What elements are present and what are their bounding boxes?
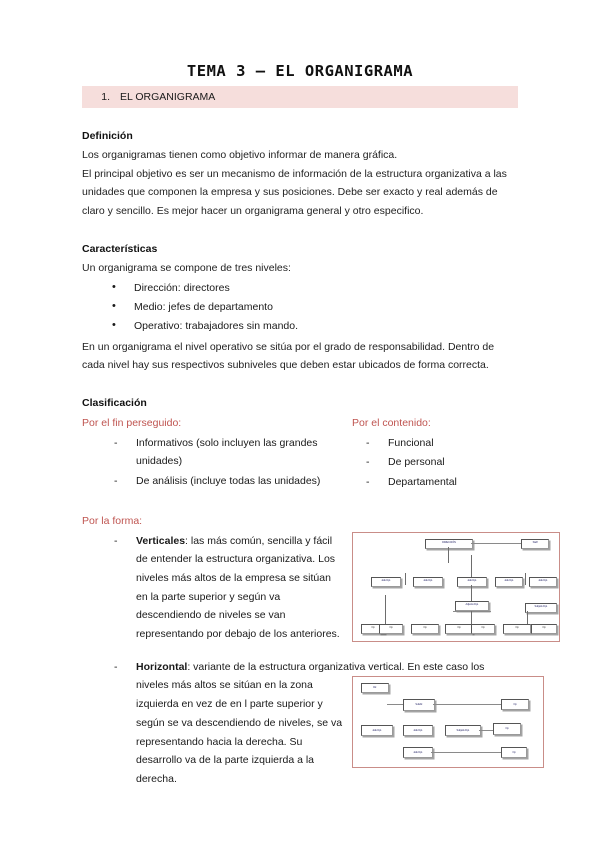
- list-item: - Funcional: [364, 434, 518, 453]
- node-direccion: DIRECCIÓN: [425, 539, 473, 549]
- connector-jefe-sep-1: [405, 573, 406, 585]
- node-adjunto: Adjunto Dpt.: [455, 601, 489, 611]
- organigrama-vertical-figure: [352, 532, 560, 642]
- verticales-term: Verticales: [136, 534, 186, 547]
- horizontal-figure-wrap: [344, 676, 544, 768]
- section-label: EL ORGANIGRAMA: [120, 91, 216, 103]
- node-jefe-3: Jefe Dpt.: [457, 577, 487, 587]
- node-subjefe: Subjefe Dpt.: [525, 603, 557, 613]
- document-content: [0, 130, 600, 789]
- heading-definicion: Definición: [82, 130, 133, 142]
- node-op-5: Op: [471, 624, 495, 634]
- horizontal-lead-text: : variante de la estructura organizativa vertical. En este caso los: [187, 660, 485, 673]
- node-h-dir: Dir.: [361, 683, 389, 693]
- verticales-paragraph: [82, 532, 344, 644]
- verticales-figure-wrap: [344, 532, 560, 642]
- list-item: • Medio: jefes de departamento: [112, 298, 518, 317]
- list-item: - De personal: [364, 453, 518, 472]
- contenido-list: [352, 434, 518, 492]
- node-h-jefe-1: Jefe Dpt.: [361, 725, 393, 736]
- list-item: • Operativo: trabajadores sin mando.: [112, 317, 518, 336]
- connector-direccion-staff: [471, 543, 521, 544]
- node-op-1: Op: [361, 624, 385, 634]
- horizontal-block: [82, 658, 518, 789]
- definicion-line-1: Los organigramas tienen como objetivo informar de manera gráfica.: [82, 149, 398, 161]
- horizontal-body-text: niveles más altos se sitúan en la zona izquierda en vez de en l parte superior y según se va descendiendo de niveles, se va representando hacia la derecha. Su desarrollo va de la parte izquierda a la derecha.: [136, 679, 343, 785]
- node-h-jefe-3: Jefe Dpt.: [403, 747, 433, 758]
- organigrama-horizontal-figure: [352, 676, 544, 768]
- fin-perseguido-list: [82, 434, 344, 491]
- node-h-op-2: Op: [493, 723, 521, 735]
- node-staff: Staff: [521, 539, 549, 549]
- connector-trunk-2: [471, 555, 472, 577]
- connector-adjunto-down: [471, 611, 472, 625]
- verticales-text-block: [82, 532, 344, 644]
- por-la-forma-block: [82, 513, 548, 644]
- list-item: - Departamental: [364, 473, 518, 492]
- connector-h-4: [431, 752, 503, 753]
- node-jefe-4: Jefe Dpt.: [495, 577, 523, 587]
- node-h-op-1: Op: [501, 699, 529, 710]
- connector-h-1: [387, 704, 403, 705]
- node-op-6: Op: [503, 624, 531, 634]
- node-h-subdir: Subdir.: [403, 699, 435, 711]
- connector-adjunto-up: [471, 585, 472, 601]
- node-op-4: Op: [445, 624, 473, 634]
- node-op-2: Op: [379, 624, 403, 634]
- heading-clasificacion: Clasificación: [82, 396, 147, 409]
- section-number: 1.: [101, 91, 110, 103]
- heading-caracteristicas: Características: [82, 242, 158, 255]
- node-jefe-5: Jefe Dpt.: [529, 577, 557, 587]
- node-h-jefe-2: Jefe Dpt.: [403, 725, 433, 736]
- connector-subjefe-down: [527, 611, 528, 625]
- subheading-por-el-contenido: Por el contenido:: [352, 416, 431, 429]
- list-item: • Dirección: directores: [112, 279, 518, 298]
- node-jefe-1: Jefe Dpt.: [371, 577, 401, 587]
- node-op-7: Op: [531, 624, 557, 634]
- connector-adjunto-bar: [453, 611, 491, 612]
- caracteristicas-bullet-list: [82, 279, 518, 335]
- connector-jefe-sep-2: [525, 573, 526, 585]
- definicion-line-2: El principal objetivo es ser un mecanismo de información de la estructura organizativa a las unidades que componen la empresa y sus posiciones. Debe ser exacto y real además de claro y sencillo. Es mejor hacer un organigrama general y otro especifico.: [82, 167, 507, 218]
- clasificacion-col-left: [82, 413, 344, 493]
- horizontal-lead: [82, 658, 518, 677]
- horizontal-term: Horizontal: [136, 660, 188, 673]
- node-h-subjefe: Subjefe Dpt.: [445, 725, 481, 736]
- node-jefe-2: Jefe Dpt.: [413, 577, 443, 587]
- page-title: TEMA 3 – EL ORGANIGRAMA: [186, 62, 414, 80]
- connector-left-drop: [385, 595, 386, 625]
- verticales-row: [82, 532, 548, 644]
- list-item: - Informativos (solo incluyen las grandes unidades): [112, 434, 344, 471]
- connector-h-2: [433, 704, 503, 705]
- node-h-op-3: Op: [501, 747, 527, 758]
- caracteristicas-outro: En un organigrama el nivel operativo se sitúa por el grado de responsabilidad. Dentro de cada nivel hay sus respectivos subniveles que deben estar ubicados de forma correcta.: [82, 340, 495, 372]
- clasificacion-columns: [82, 413, 518, 493]
- horizontal-row: [82, 676, 518, 788]
- caracteristicas-intro: Un organigrama se compone de tres niveles:: [82, 261, 291, 274]
- subheading-por-la-forma: Por la forma:: [82, 514, 143, 527]
- verticales-body: : las más común, sencilla y fácil de entender la estructura organizativa. Los niveles más altos de la empresa se sitúan en la parte superior y según va descendiendo de niveles se van representando por debajo de los anteriores.: [136, 534, 340, 641]
- list-item: - De análisis (incluye todas las unidades): [112, 472, 344, 491]
- section-banner: [82, 86, 518, 108]
- clasificacion-col-right: [344, 413, 518, 493]
- subheading-por-el-fin-perseguido: Por el fin perseguido:: [82, 416, 182, 429]
- connector-trunk-1: [448, 547, 449, 563]
- node-op-3: Op: [411, 624, 439, 634]
